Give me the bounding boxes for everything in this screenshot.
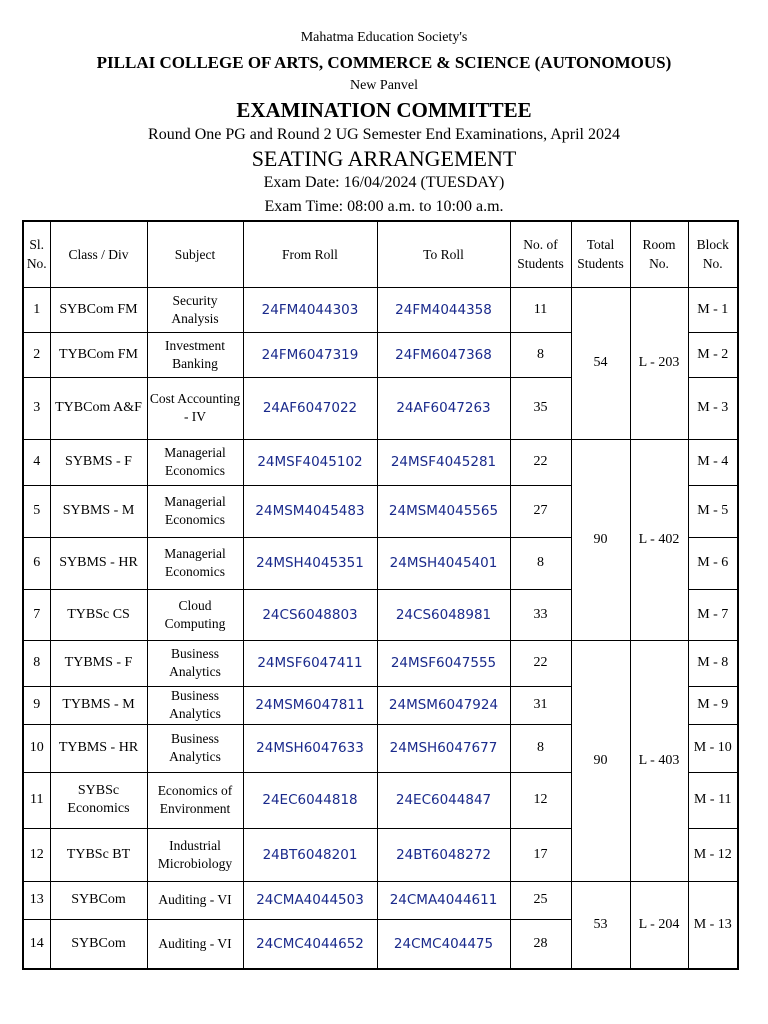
class-division: TYBCom FM bbox=[50, 332, 147, 377]
from-roll: 24MSM6047811 bbox=[243, 686, 377, 724]
class-division: SYBCom bbox=[50, 919, 147, 969]
room-number: L - 403 bbox=[630, 640, 688, 881]
subject-name: Business Analytics bbox=[147, 724, 243, 772]
from-roll: 24BT6048201 bbox=[243, 828, 377, 881]
table-header-row bbox=[23, 221, 738, 287]
subject-name: Business Analytics bbox=[147, 686, 243, 724]
col-header-subject: Subject bbox=[147, 221, 243, 287]
col-header-room: Room No. bbox=[630, 221, 688, 287]
block-number: M - 5 bbox=[688, 485, 738, 537]
serial-number: 6 bbox=[23, 537, 50, 589]
room-number: L - 203 bbox=[630, 287, 688, 439]
table-row bbox=[23, 881, 738, 919]
block-number: M - 11 bbox=[688, 772, 738, 828]
subject-name: Industrial Microbiology bbox=[147, 828, 243, 881]
from-roll: 24CS6048803 bbox=[243, 589, 377, 640]
block-number: M - 6 bbox=[688, 537, 738, 589]
serial-number: 12 bbox=[23, 828, 50, 881]
subject-name: Security Analysis bbox=[147, 287, 243, 332]
table-row bbox=[23, 439, 738, 485]
from-roll: 24MSM4045483 bbox=[243, 485, 377, 537]
student-count: 27 bbox=[510, 485, 571, 537]
exam-round: Round One PG and Round 2 UG Semester End Examinations, April 2024 bbox=[148, 126, 620, 143]
class-division: TYBMS - HR bbox=[50, 724, 147, 772]
student-count: 28 bbox=[510, 919, 571, 969]
serial-number: 7 bbox=[23, 589, 50, 640]
block-number: M - 9 bbox=[688, 686, 738, 724]
from-roll: 24FM4044303 bbox=[243, 287, 377, 332]
total-students: 54 bbox=[571, 287, 630, 439]
serial-number: 13 bbox=[23, 881, 50, 919]
student-count: 33 bbox=[510, 589, 571, 640]
seating-table bbox=[22, 220, 739, 970]
serial-number: 1 bbox=[23, 287, 50, 332]
subject-name: Managerial Economics bbox=[147, 439, 243, 485]
col-header-sl: Sl. No. bbox=[23, 221, 50, 287]
subject-name: Auditing - VI bbox=[147, 919, 243, 969]
class-division: SYBMS - M bbox=[50, 485, 147, 537]
class-division: SYBMS - F bbox=[50, 439, 147, 485]
to-roll: 24AF6047263 bbox=[377, 377, 510, 439]
college-location: New Panvel bbox=[349, 78, 419, 93]
to-roll: 24FM6047368 bbox=[377, 332, 510, 377]
serial-number: 8 bbox=[23, 640, 50, 686]
society-name: Mahatma Education Society's bbox=[300, 30, 468, 45]
subject-name: Economics of Environment bbox=[147, 772, 243, 828]
serial-number: 2 bbox=[23, 332, 50, 377]
serial-number: 3 bbox=[23, 377, 50, 439]
student-count: 8 bbox=[510, 724, 571, 772]
to-roll: 24MSF6047555 bbox=[377, 640, 510, 686]
room-number: L - 402 bbox=[630, 439, 688, 640]
class-division: TYBMS - F bbox=[50, 640, 147, 686]
serial-number: 11 bbox=[23, 772, 50, 828]
to-roll: 24MSH6047677 bbox=[377, 724, 510, 772]
block-number: M - 7 bbox=[688, 589, 738, 640]
student-count: 22 bbox=[510, 439, 571, 485]
block-number: M - 8 bbox=[688, 640, 738, 686]
student-count: 8 bbox=[510, 537, 571, 589]
committee-title: EXAMINATION COMMITTEE bbox=[236, 98, 532, 122]
block-number: M - 4 bbox=[688, 439, 738, 485]
from-roll: 24CMA4044503 bbox=[243, 881, 377, 919]
to-roll: 24CMC404475 bbox=[377, 919, 510, 969]
class-division: SYBMS - HR bbox=[50, 537, 147, 589]
block-number: M - 13 bbox=[688, 881, 738, 969]
student-count: 22 bbox=[510, 640, 571, 686]
exam-time: Exam Time: 08:00 a.m. to 10:00 a.m. bbox=[264, 198, 504, 215]
class-division: SYBCom FM bbox=[50, 287, 147, 332]
block-number: M - 3 bbox=[688, 377, 738, 439]
subject-name: Cloud Computing bbox=[147, 589, 243, 640]
class-division: TYBSc BT bbox=[50, 828, 147, 881]
student-count: 31 bbox=[510, 686, 571, 724]
total-students: 90 bbox=[571, 640, 630, 881]
from-roll: 24MSF6047411 bbox=[243, 640, 377, 686]
block-number: M - 12 bbox=[688, 828, 738, 881]
to-roll: 24MSM4045565 bbox=[377, 485, 510, 537]
serial-number: 10 bbox=[23, 724, 50, 772]
from-roll: 24MSH6047633 bbox=[243, 724, 377, 772]
to-roll: 24EC6044847 bbox=[377, 772, 510, 828]
from-roll: 24CMC4044652 bbox=[243, 919, 377, 969]
subject-name: Cost Accounting - IV bbox=[147, 377, 243, 439]
block-number: M - 1 bbox=[688, 287, 738, 332]
col-header-from-roll: From Roll bbox=[243, 221, 377, 287]
col-header-students: No. of Students bbox=[510, 221, 571, 287]
block-number: M - 2 bbox=[688, 332, 738, 377]
to-roll: 24BT6048272 bbox=[377, 828, 510, 881]
block-number: M - 10 bbox=[688, 724, 738, 772]
from-roll: 24AF6047022 bbox=[243, 377, 377, 439]
from-roll: 24EC6044818 bbox=[243, 772, 377, 828]
exam-date: Exam Date: 16/04/2024 (TUESDAY) bbox=[263, 174, 505, 191]
serial-number: 4 bbox=[23, 439, 50, 485]
class-division: TYBCom A&F bbox=[50, 377, 147, 439]
col-header-block: Block No. bbox=[688, 221, 738, 287]
class-division: SYBSc Economics bbox=[50, 772, 147, 828]
student-count: 12 bbox=[510, 772, 571, 828]
student-count: 35 bbox=[510, 377, 571, 439]
to-roll: 24FM4044358 bbox=[377, 287, 510, 332]
subject-name: Auditing - VI bbox=[147, 881, 243, 919]
subject-name: Managerial Economics bbox=[147, 537, 243, 589]
subject-name: Managerial Economics bbox=[147, 485, 243, 537]
serial-number: 9 bbox=[23, 686, 50, 724]
col-header-total: Total Students bbox=[571, 221, 630, 287]
subject-name: Business Analytics bbox=[147, 640, 243, 686]
class-division: TYBSc CS bbox=[50, 589, 147, 640]
student-count: 25 bbox=[510, 881, 571, 919]
room-number: L - 204 bbox=[630, 881, 688, 969]
subject-name: Investment Banking bbox=[147, 332, 243, 377]
college-name: PILLAI COLLEGE OF ARTS, COMMERCE & SCIENCE (AUTONOMOUS) bbox=[96, 53, 672, 72]
col-header-to-roll: To Roll bbox=[377, 221, 510, 287]
table-row bbox=[23, 640, 738, 686]
from-roll: 24MSF4045102 bbox=[243, 439, 377, 485]
to-roll: 24MSM6047924 bbox=[377, 686, 510, 724]
document-title: SEATING ARRANGEMENT bbox=[251, 146, 517, 171]
col-header-class: Class / Div bbox=[50, 221, 147, 287]
class-division: TYBMS - M bbox=[50, 686, 147, 724]
student-count: 11 bbox=[510, 287, 571, 332]
to-roll: 24CS6048981 bbox=[377, 589, 510, 640]
serial-number: 14 bbox=[23, 919, 50, 969]
student-count: 8 bbox=[510, 332, 571, 377]
total-students: 90 bbox=[571, 439, 630, 640]
class-division: SYBCom bbox=[50, 881, 147, 919]
total-students: 53 bbox=[571, 881, 630, 969]
to-roll: 24MSF4045281 bbox=[377, 439, 510, 485]
from-roll: 24MSH4045351 bbox=[243, 537, 377, 589]
to-roll: 24MSH4045401 bbox=[377, 537, 510, 589]
table-row bbox=[23, 287, 738, 332]
from-roll: 24FM6047319 bbox=[243, 332, 377, 377]
student-count: 17 bbox=[510, 828, 571, 881]
serial-number: 5 bbox=[23, 485, 50, 537]
to-roll: 24CMA4044611 bbox=[377, 881, 510, 919]
